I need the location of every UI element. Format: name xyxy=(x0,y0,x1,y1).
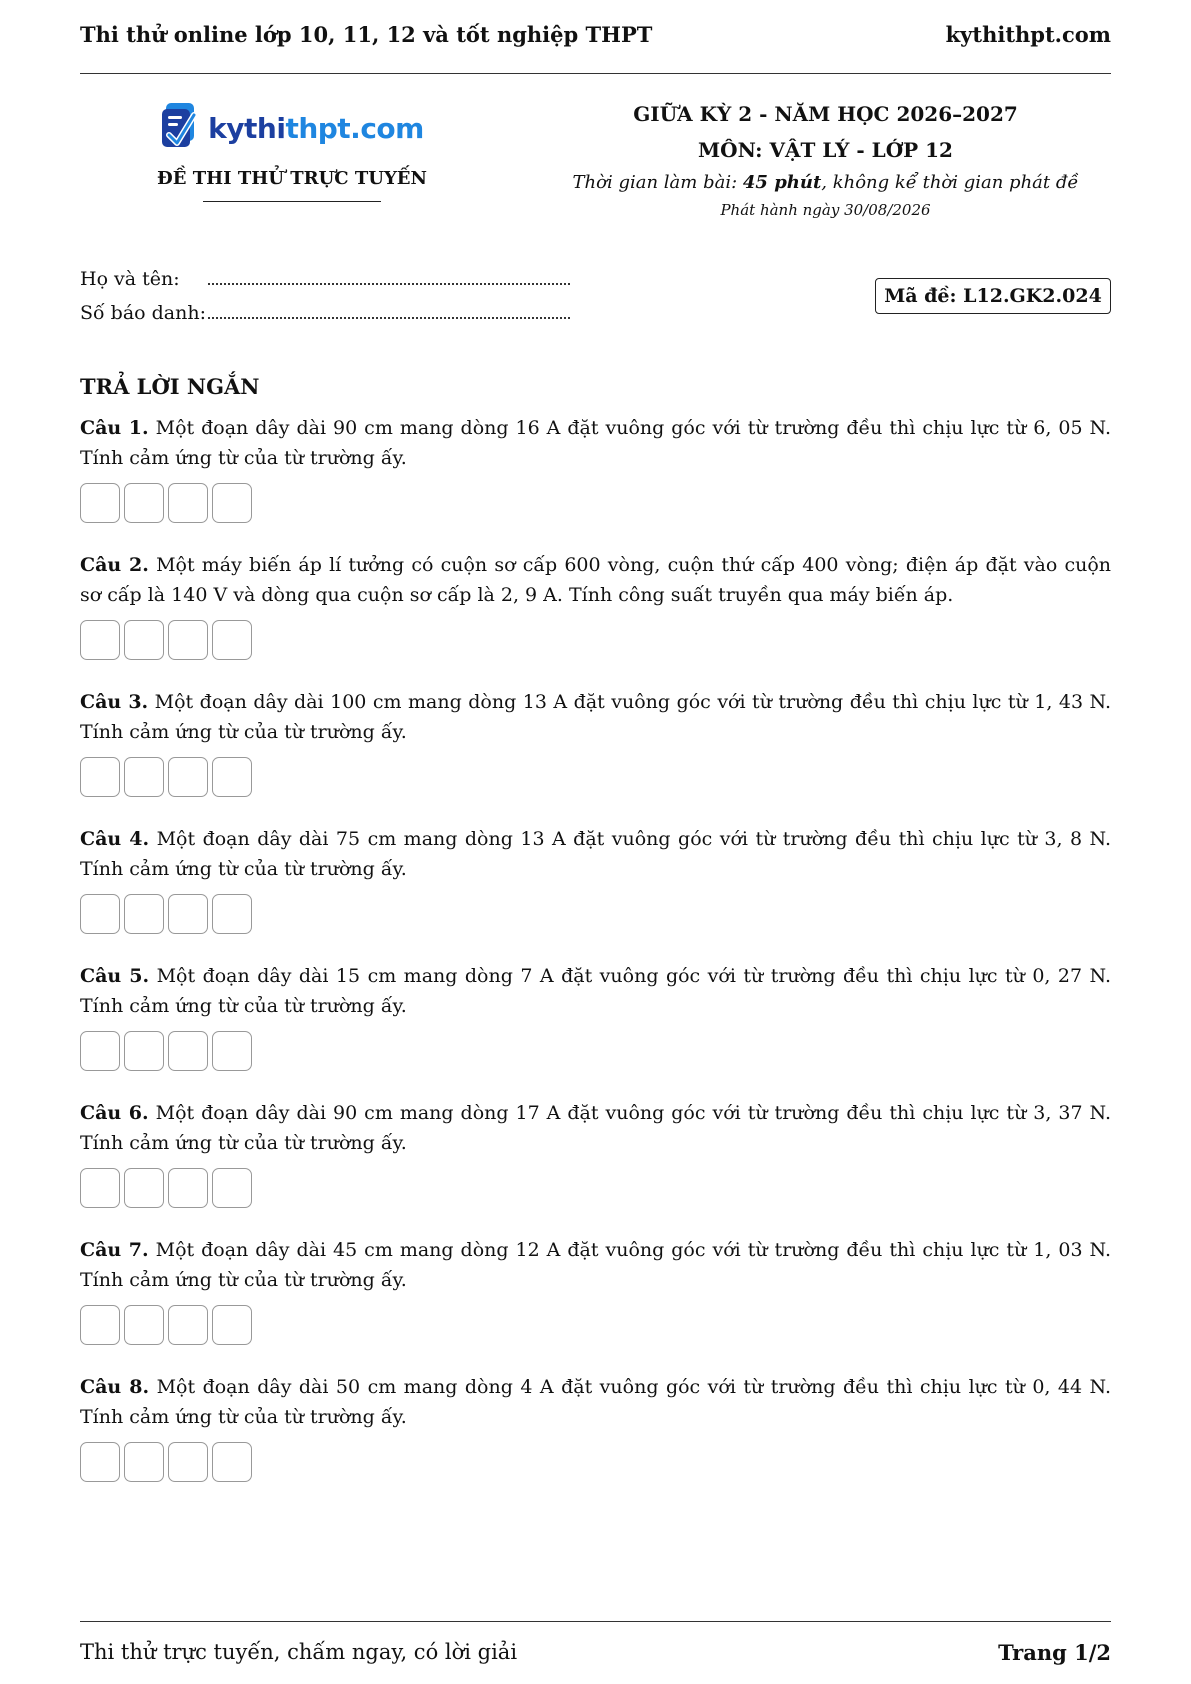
question-body: Một đoạn dây dài 45 cm mang dòng 12 A đặt vuông góc với từ trường đều thì chịu lực từ 1, 03 N. Tính cảm ứng từ của từ trường ấy. xyxy=(80,1239,1111,1291)
answer-box[interactable] xyxy=(124,1305,164,1345)
question-item xyxy=(80,550,1111,687)
exam-info xyxy=(540,96,1111,219)
answer-box[interactable] xyxy=(212,620,252,660)
answer-box[interactable] xyxy=(168,1442,208,1482)
answer-boxes xyxy=(80,483,1111,523)
question-body: Một đoạn dây dài 50 cm mang dòng 4 A đặt vuông góc với từ trường đều thì chịu lực từ 0, 44 N. Tính cảm ứng từ của từ trường ấy. xyxy=(80,1376,1111,1428)
answer-boxes xyxy=(80,894,1111,934)
exam-page xyxy=(80,0,1111,1684)
question-body: Một đoạn dây dài 15 cm mang dòng 7 A đặt vuông góc với từ trường đều thì chịu lực từ 0, 27 N. Tính cảm ứng từ của từ trường ấy. xyxy=(80,965,1111,1017)
answer-box[interactable] xyxy=(212,1168,252,1208)
question-list xyxy=(80,413,1111,1509)
answer-box[interactable] xyxy=(124,757,164,797)
question-text xyxy=(80,687,1111,747)
answer-box[interactable] xyxy=(212,1031,252,1071)
question-number: Câu 5. xyxy=(80,965,150,987)
answer-box[interactable] xyxy=(124,1168,164,1208)
question-text xyxy=(80,413,1111,473)
answer-box[interactable] xyxy=(168,483,208,523)
answer-box[interactable] xyxy=(168,620,208,660)
answer-box[interactable] xyxy=(168,1031,208,1071)
answer-boxes xyxy=(80,1442,1111,1482)
exam-document-check-icon xyxy=(160,101,204,155)
header-divider xyxy=(80,73,1111,74)
header-left-text: Thi thử online lớp 10, 11, 12 và tốt nghiệp THPT xyxy=(80,22,653,47)
question-text xyxy=(80,1235,1111,1295)
question-text xyxy=(80,1372,1111,1432)
student-name-row xyxy=(80,268,570,302)
answer-box[interactable] xyxy=(212,894,252,934)
header-site-link[interactable]: kythithpt.com xyxy=(945,22,1111,47)
student-name-field[interactable] xyxy=(208,269,570,285)
answer-boxes xyxy=(80,757,1111,797)
question-item xyxy=(80,961,1111,1098)
question-item xyxy=(80,687,1111,824)
question-item xyxy=(80,1235,1111,1372)
exam-release-date: Phát hành ngày 30/08/2026 xyxy=(720,201,931,219)
answer-box[interactable] xyxy=(168,1168,208,1208)
answer-box[interactable] xyxy=(80,1442,120,1482)
answer-box[interactable] xyxy=(168,894,208,934)
answer-box[interactable] xyxy=(80,483,120,523)
page-number: Trang 1/2 xyxy=(998,1640,1111,1665)
answer-boxes xyxy=(80,1168,1111,1208)
footer-divider xyxy=(80,1621,1111,1622)
answer-boxes xyxy=(80,620,1111,660)
answer-box[interactable] xyxy=(80,1031,120,1071)
org-underline xyxy=(203,201,381,202)
logo-block xyxy=(142,100,442,202)
answer-boxes xyxy=(80,1031,1111,1071)
site-logo[interactable] xyxy=(142,100,442,156)
answer-box[interactable] xyxy=(212,1305,252,1345)
page-footer xyxy=(80,1640,1111,1665)
answer-box[interactable] xyxy=(80,757,120,797)
question-number: Câu 8. xyxy=(80,1376,150,1398)
org-subtitle: ĐỀ THI THỬ TRỰC TUYẾN xyxy=(157,168,427,189)
answer-box[interactable] xyxy=(124,1031,164,1071)
question-body: Một đoạn dây dài 90 cm mang dòng 16 A đặt vuông góc với từ trường đều thì chịu lực từ 6, 05 N. Tính cảm ứng từ của từ trường ấy. xyxy=(80,417,1111,469)
answer-box[interactable] xyxy=(80,1305,120,1345)
page-header xyxy=(80,22,1111,47)
question-item xyxy=(80,1372,1111,1509)
section-title: TRẢ LỜI NGẮN xyxy=(80,374,260,399)
answer-box[interactable] xyxy=(168,1305,208,1345)
exam-code-badge: Mã đề: L12.GK2.024 xyxy=(875,278,1111,314)
question-text xyxy=(80,1098,1111,1158)
exam-title: GIỮA KỲ 2 - NĂM HỌC 2026–2027 xyxy=(633,102,1018,126)
question-number: Câu 2. xyxy=(80,554,149,576)
exam-duration: Thời gian làm bài: 45 phút, không kể thời gian phát đề xyxy=(572,172,1079,193)
answer-box[interactable] xyxy=(124,1442,164,1482)
question-body: Một đoạn dây dài 90 cm mang dòng 17 A đặt vuông góc với từ trường đều thì chịu lực từ 3, 37 N. Tính cảm ứng từ của từ trường ấy. xyxy=(80,1102,1111,1154)
question-body: Một máy biến áp lí tưởng có cuộn sơ cấp 600 vòng, cuộn thứ cấp 400 vòng; điện áp đặt vào cuộn sơ cấp là 140 V và dòng qua cuộn sơ cấp là 2, 9 A. Tính công suất truyền qua máy biến áp. xyxy=(80,554,1112,606)
question-text xyxy=(80,824,1111,884)
answer-box[interactable] xyxy=(212,483,252,523)
answer-box[interactable] xyxy=(124,620,164,660)
student-name-label: Họ và tên: xyxy=(80,268,180,290)
exam-subject: MÔN: VẬT LÝ - LỚP 12 xyxy=(698,138,953,162)
question-item xyxy=(80,824,1111,961)
answer-box[interactable] xyxy=(80,1168,120,1208)
question-number: Câu 6. xyxy=(80,1102,149,1124)
question-text xyxy=(80,550,1111,610)
student-id-label: Số báo danh: xyxy=(80,302,207,324)
answer-box[interactable] xyxy=(124,894,164,934)
answer-box[interactable] xyxy=(168,757,208,797)
answer-box[interactable] xyxy=(80,894,120,934)
question-item xyxy=(80,1098,1111,1235)
question-number: Câu 1. xyxy=(80,417,149,439)
question-number: Câu 4. xyxy=(80,828,150,850)
answer-box[interactable] xyxy=(212,757,252,797)
answer-box[interactable] xyxy=(124,483,164,523)
student-info xyxy=(80,268,570,336)
question-body: Một đoạn dây dài 100 cm mang dòng 13 A đặt vuông góc với từ trường đều thì chịu lực từ 1, 43 N. Tính cảm ứng từ của từ trường ấy. xyxy=(80,691,1111,743)
student-id-field[interactable] xyxy=(208,303,570,319)
answer-boxes xyxy=(80,1305,1111,1345)
question-number: Câu 3. xyxy=(80,691,149,713)
student-id-row xyxy=(80,302,570,336)
question-item xyxy=(80,413,1111,550)
logo-wordmark: kythithpt.com xyxy=(208,111,424,145)
question-text xyxy=(80,961,1111,1021)
answer-box[interactable] xyxy=(80,620,120,660)
answer-box[interactable] xyxy=(212,1442,252,1482)
question-number: Câu 7. xyxy=(80,1239,149,1261)
question-body: Một đoạn dây dài 75 cm mang dòng 13 A đặt vuông góc với từ trường đều thì chịu lực từ 3, 8 N. Tính cảm ứng từ của từ trường ấy. xyxy=(80,828,1111,880)
footer-left-text: Thi thử trực tuyến, chấm ngay, có lời giải xyxy=(80,1640,518,1664)
